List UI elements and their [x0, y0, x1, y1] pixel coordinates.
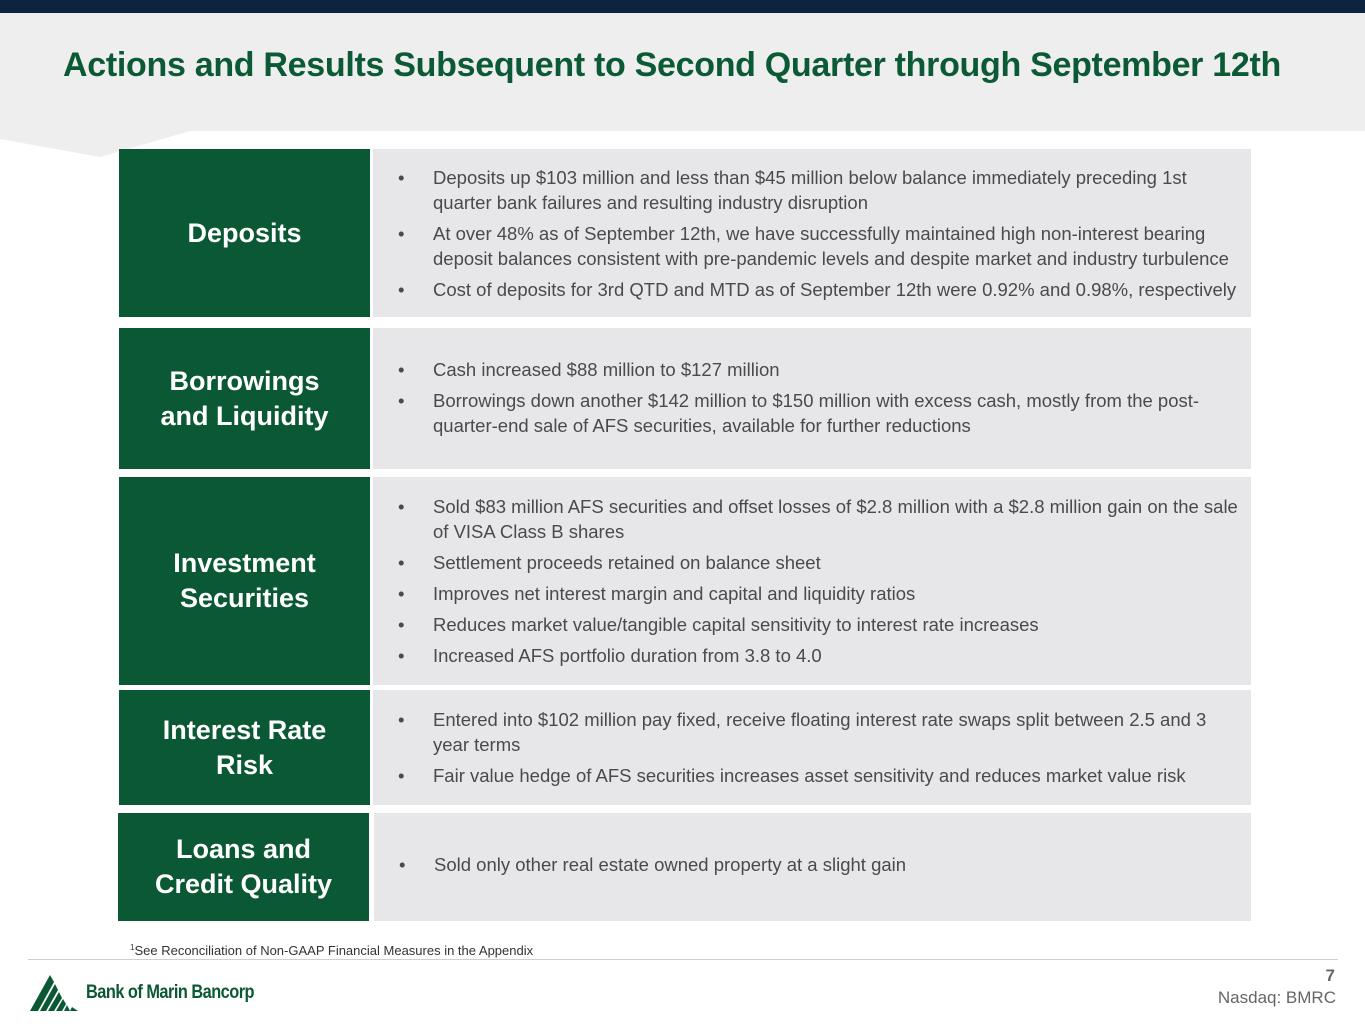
bullet-item: • Cost of deposits for 3rd QTD and MTD as of September 12th were 0.92% and 0.98%, respectively: [398, 277, 1259, 302]
section-label: Investment Securities: [119, 477, 370, 685]
section-label: Borrowings and Liquidity: [119, 328, 370, 469]
bullet-item: • Sold $83 million AFS securities and offset losses of $2.8 million with a $2.8 million gain on the sale of VISA Class B shares: [398, 494, 1247, 544]
brand-logo: [28, 973, 281, 1013]
section-body: [373, 328, 1251, 469]
footnote-marker: 1: [130, 943, 135, 952]
mountain-logo-icon: [28, 973, 84, 1013]
section-label: Loans and Credit Quality: [118, 813, 369, 921]
section-interest-rate-risk: [119, 690, 1251, 805]
section-label: Interest Rate Risk: [119, 690, 370, 805]
bullet-item: • Cash increased $88 million to $127 million: [398, 357, 1247, 382]
section-borrowings-liquidity: [119, 328, 1251, 469]
bullet-item: • Deposits up $103 million and less than $45 million below balance immediately preceding 1st quarter bank failures and resulting industry disruption: [398, 165, 1247, 215]
bullet-item: • Borrowings down another $142 million to $150 million with excess cash, mostly from the post-quarter-end sale of AFS securities, available for further reductions: [398, 388, 1247, 438]
bullet-item: • Improves net interest margin and capital and liquidity ratios: [398, 581, 1247, 606]
footnote-text: See Reconciliation of Non-GAAP Financial Measures in the Appendix: [134, 943, 534, 958]
section-body: [373, 149, 1251, 317]
stock-ticker: Nasdaq: BMRC: [1217, 988, 1336, 1007]
page-number: 7: [1325, 966, 1335, 985]
section-investment-securities: [119, 477, 1251, 685]
bullet-item: • Reduces market value/tangible capital sensitivity to interest rate increases: [398, 612, 1247, 637]
section-body: [373, 477, 1251, 685]
bullet-item: • At over 48% as of September 12th, we have successfully maintained high non-interest bearing deposit balances consistent with pre-pandemic levels and despite market and industry turbulence: [398, 221, 1247, 271]
bullet-item: • Sold only other real estate owned property at a slight gain: [399, 852, 1247, 877]
section-label: Deposits: [119, 149, 370, 317]
section-body: [374, 813, 1251, 921]
footnote: [130, 943, 533, 958]
top-accent-bar: [0, 0, 1365, 13]
section-body: [373, 690, 1251, 805]
section-loans-credit-quality: [118, 813, 1251, 921]
bullet-item: • Settlement proceeds retained on balance sheet: [398, 550, 1247, 575]
footer-divider: [28, 959, 1338, 960]
brand-name: Bank of Marin Bancorp: [86, 982, 255, 1003]
bullet-item: • Increased AFS portfolio duration from 3.8 to 4.0: [398, 643, 1247, 668]
page-title: Actions and Results Subsequent to Second Quarter through September 12th: [63, 46, 1281, 84]
section-deposits: [119, 149, 1251, 317]
bullet-item: • Fair value hedge of AFS securities increases asset sensitivity and reduces market value risk: [398, 763, 1247, 788]
bullet-item: • Entered into $102 million pay fixed, receive floating interest rate swaps split between 2.5 and 3 year terms: [398, 707, 1247, 757]
